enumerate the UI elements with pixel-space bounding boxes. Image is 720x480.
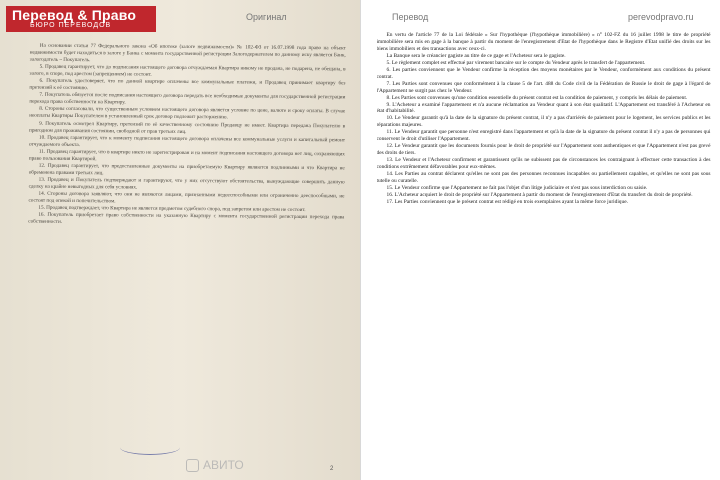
paragraph: 5. Продавец гарантирует, что до подписания настоящего договора отчуждаемая Квартира никому не продана, не подарена, не обещана, в залоге, в споре, под арестом (запрещением) не состоит. xyxy=(29,63,346,78)
paragraph: 14. Les Parties au contrat déclarent qu'elles ne sont pas des personnes reconnues incapables ou partiellement capables, et qu'elles ne sont pas sous tutelle ou curatelle. xyxy=(376,171,711,185)
paragraph: 14. Стороны договора заявляют, что они не являются лицами, признанными недееспособными или ограниченно дееспособными, не состоят под опекой и попечительством. xyxy=(28,190,345,205)
paragraph: 9. Покупатель осмотрел Квартиру, претензий по её качественному состоянию Продавцу не имеет. Квартира передана Покупателю в пригодном для проживания состоянии, свободной от прав третьих лиц. xyxy=(29,120,346,135)
paragraph: 10. Le Vendeur garantit qu'à la date de la signature du présent contrat, il n'y a pas d'arriérés de paiement pour le logement, les services publics et les réparations majeures. xyxy=(376,115,711,129)
watermark xyxy=(186,458,244,472)
paragraph: 12. Продавец гарантирует, что предоставленные документы на приобретаемую Квартиру являются подлинными и что Квартира не обременена правами третьих лиц. xyxy=(28,162,345,177)
paragraph: 5. Le règlement complet est effectué par virement bancaire sur le compte du Vendeur après le transfert de l'appartement. xyxy=(386,59,646,66)
paragraph: 7. Покупатель обязуется после подписания настоящего договора передать все необходимые документы для государственной регистрации перехода права собственности на Квартиру. xyxy=(29,92,346,106)
paragraph: En vertu de l'article 77 de la Loi fédérale « Sur l'hypothèque (l'hypothèque immobilière) » n° 102-FZ du 16 juillet 1998 le titre de propriété immobilière sera mis en gage à la banque à partir du moment de l'enregistrement d'Etat de l'hypothèque dans le Registre d'Etat unifié des droits sur les biens immobiliers et des transactions avec ceux-ci. xyxy=(376,32,711,52)
paragraph: 12. Le Vendeur garantit que les documents fournis pour le droit de propriété sur l'Appartement sont authentiques et que l'Appartement n'est pas grevé des droits de tiers. xyxy=(376,143,711,157)
page-number: 2 xyxy=(330,466,334,472)
brand-subtitle: БЮРО ПЕРЕВОДОВ xyxy=(30,22,112,29)
site-url[interactable]: perevodpravo.ru xyxy=(628,12,694,22)
paragraph: 8. Les Parties sont convenues qu'une condition essentielle du présent contrat est la condition de paiement, y compris les délais de paiement. xyxy=(386,94,688,101)
original-label: Оригинал xyxy=(246,12,287,22)
translation-label: Перевод xyxy=(392,12,429,22)
paragraph: 10. Продавец гарантирует, что к моменту подписания настоящего договора оплачены все коммунальные услуги и капитальный ремонт отчуждаемого объекта. xyxy=(28,134,346,148)
paragraph: 15. Продавец подтверждает, что Квартира не является предметом судебного спора, под запретом или арестом не состоит. xyxy=(38,204,306,214)
watermark-text: АВИТО xyxy=(203,458,244,472)
signature-mark xyxy=(120,440,180,455)
paragraph: 13. Продавец и Покупатель подтверждают и гарантируют, что у них отсутствуют обстоятельства, вынуждающие совершить данную сделку на крайне невыгодных для себя условиях. xyxy=(28,176,345,191)
paragraph: 8. Стороны согласовали, что существенным условием настоящего договора является условие по цене, валюте и сроку оплаты. В случае неоплаты Квартиры Покупателем в установленный срок договор подлежит расторжению. xyxy=(29,106,346,121)
paragraph: 16. Покупатель приобретает право собственности на указанную Квартиру с момента государственной регистрации перехода права собственности. xyxy=(28,211,345,226)
paragraph: 6. Les parties conviennent que le Vendeur confirme la réception des moyens monétaires par le Vendeur, conformément aux conditions du présent contrat. xyxy=(376,66,711,80)
paragraph: 6. Покупатель удостоверяет, что по данной квартире оплачены все коммунальные платежи, и Продавец принимает квартиру без претензий к её состоянию. xyxy=(29,77,346,92)
paragraph: 7. Les Parties sont convenues que conformément à la clause 5 de l'art. 488 du Code civil de la Fédération de Russie le droit de gage à l'égard de l'Appartement ne surgit pas chez le Vendeur. xyxy=(376,80,711,94)
paragraph: 16. L'Acheteur acquiert le droit de propriété sur l'Appartement à partir du moment de l'enregistrement d'Etat du transfert du droit de propriété. xyxy=(386,191,693,198)
paragraph: 11. Продавец гарантирует, что в квартире никто не зарегистрирован и на момент подписания настоящего договора нет лиц, сохраняющих право пользования Квартирой. xyxy=(28,148,345,162)
paragraph: 9. L'Acheteur a examiné l'appartement et n'a aucune réclamation au Vendeur quant à son état qualitatif. L'Appartement est transféré à l'Acheteur en état d'habitabilité. xyxy=(376,101,711,115)
paragraph: 11. Le Vendeur garantit que personne n'est enregistré dans l'appartement et qu'à la date de la signature du présent contrat il n'y a pas de personnes qui conservent le droit d'utiliser l'Appartement. xyxy=(376,129,711,143)
translation-text xyxy=(377,4,711,476)
brand-name: Перевод & Право xyxy=(12,7,137,23)
paragraph: La Banque sera le créancier gagiste au titre de ce gage et l'Acheteur sera le gagiste. xyxy=(386,52,566,59)
watermark-icon xyxy=(186,459,199,472)
translation-page xyxy=(360,0,720,480)
paragraph: На основании статьи 77 Федерального закона «Об ипотеке (залоге недвижимости)» № 102-ФЗ от 16.07.1998 года право на объект недвижимости будет находиться в залоге у Банка с момента государственной регистрации Залогодержателем по данному иску является Банк, залогодатель – Покупатель. xyxy=(29,42,346,64)
brand-logo xyxy=(6,6,156,32)
original-text xyxy=(26,43,346,466)
paragraph: 15. Le Vendeur confirme que l'Appartement ne fait pas l'objet d'un litige judiciaire et n'est pas sous interdiction ou saisie. xyxy=(386,184,648,191)
paragraph: 17. Les Parties conviennent que le présent contrat est rédigé en trois exemplaires ayant la même force juridique. xyxy=(386,198,628,205)
paragraph: 13. Le Vendeur et l'Acheteur confirment et garantissent qu'ils ne subissent pas de circonstances les contraignant à effectuer cette transaction à des conditions extrêmement défavorables pour eux-mêmes. xyxy=(376,157,711,171)
